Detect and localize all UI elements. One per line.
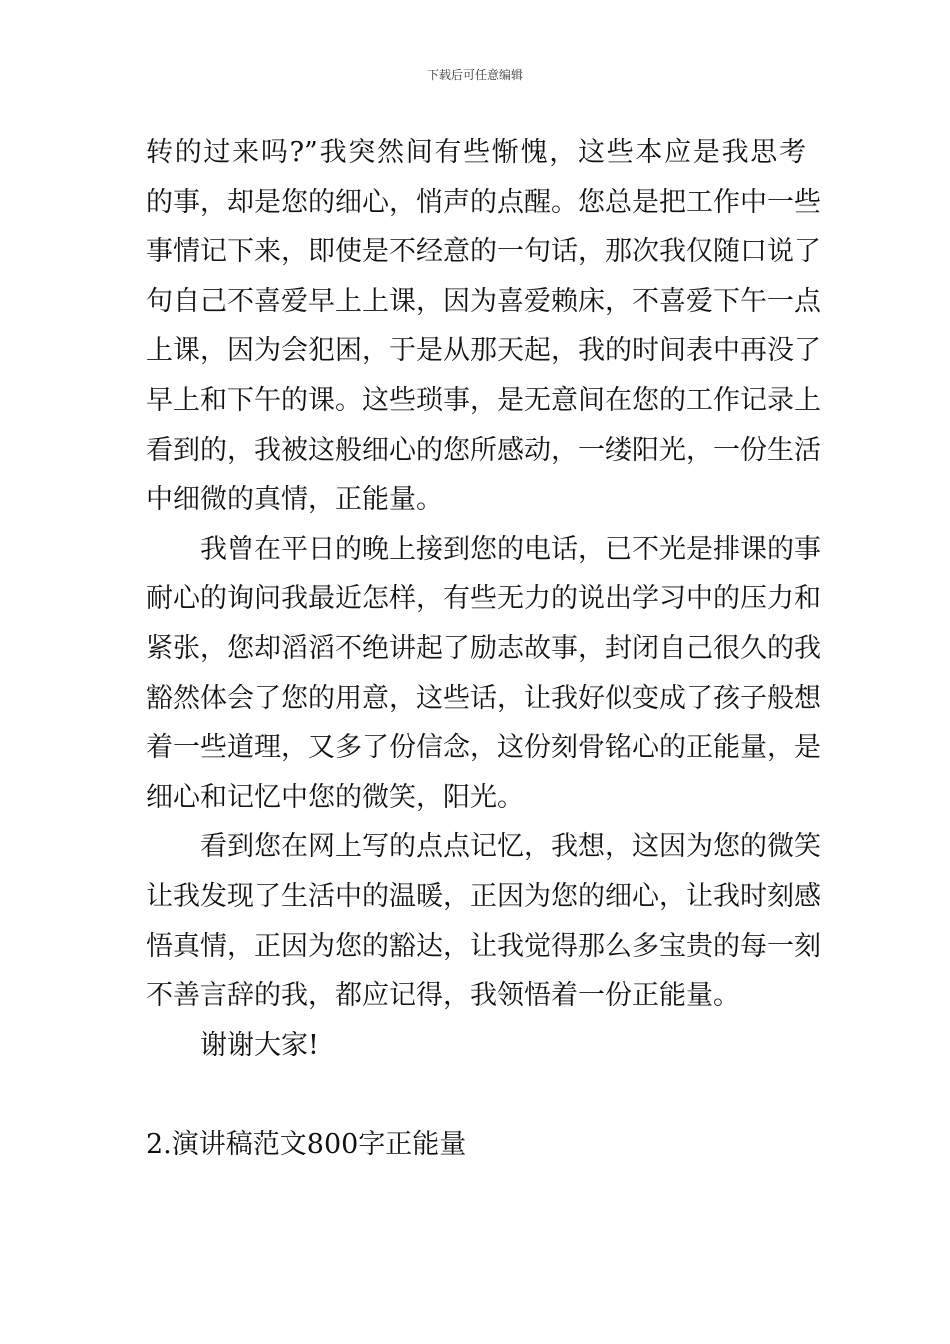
text-line: 早上和下午的课。这些琐事，是无意间在您的工作记录上 [146, 384, 821, 416]
text-line: 转的过来吗?”我突然间有些惭愧，这些本应是我思考 [146, 137, 806, 168]
text-line: 着一些道理，又多了份信念，这份刻骨铭心的正能量，是 [146, 732, 821, 764]
text-line: 耐心的询问我最近怎样，有些无力的说出学习中的压力和 [146, 583, 821, 615]
text-line: 的事，却是您的细心，悄声的点醒。您总是把工作中一些 [146, 186, 821, 218]
document-body [146, 128, 821, 1070]
section-heading: 2.演讲稿范文800字正能量 [146, 1129, 467, 1160]
text-line: 看到的，我被这般细心的您所感动，一缕阳光，一份生活 [146, 434, 821, 466]
paragraph-1 [146, 128, 821, 525]
text-line: 不善言辞的我，都应记得，我领悟着一份正能量。 [146, 980, 740, 1012]
text-line: 悟真情，正因为您的豁达，让我觉得那么多宝贵的每一刻 [146, 930, 821, 962]
header-note: 下载后可任意编辑 [426, 68, 523, 82]
text-line: 谢谢大家! [200, 1029, 319, 1061]
text-line: 豁然体会了您的用意，这些话，让我好似变成了孩子般想 [146, 682, 821, 714]
text-line: 句自己不喜爱早上上课，因为喜爱赖床，不喜爱下午一点 [146, 285, 821, 317]
text-line: 中细微的真情，正能量。 [146, 484, 443, 516]
text-line: 上课，因为会犯困，于是从那天起，我的时间表中再没了 [146, 335, 821, 367]
text-line: 我曾在平日的晚上接到您的电话，已不光是排课的事 [200, 533, 821, 565]
paragraph-3 [146, 822, 821, 1020]
paragraph-2 [146, 525, 821, 823]
text-line: 让我发现了生活中的温暖，正因为您的细心，让我时刻感 [146, 880, 821, 912]
paragraph-4 [146, 1021, 806, 1071]
text-line: 看到您在网上写的点点记忆，我想，这因为您的微笑 [200, 831, 821, 863]
text-line: 细心和记忆中您的微笑，阳光。 [146, 781, 524, 813]
text-line: 紧张，您却滔滔不绝讲起了励志故事，封闭自己很久的我 [146, 632, 821, 664]
text-line: 事情记下来，即使是不经意的一句话，那次我仅随口说了 [146, 236, 821, 268]
